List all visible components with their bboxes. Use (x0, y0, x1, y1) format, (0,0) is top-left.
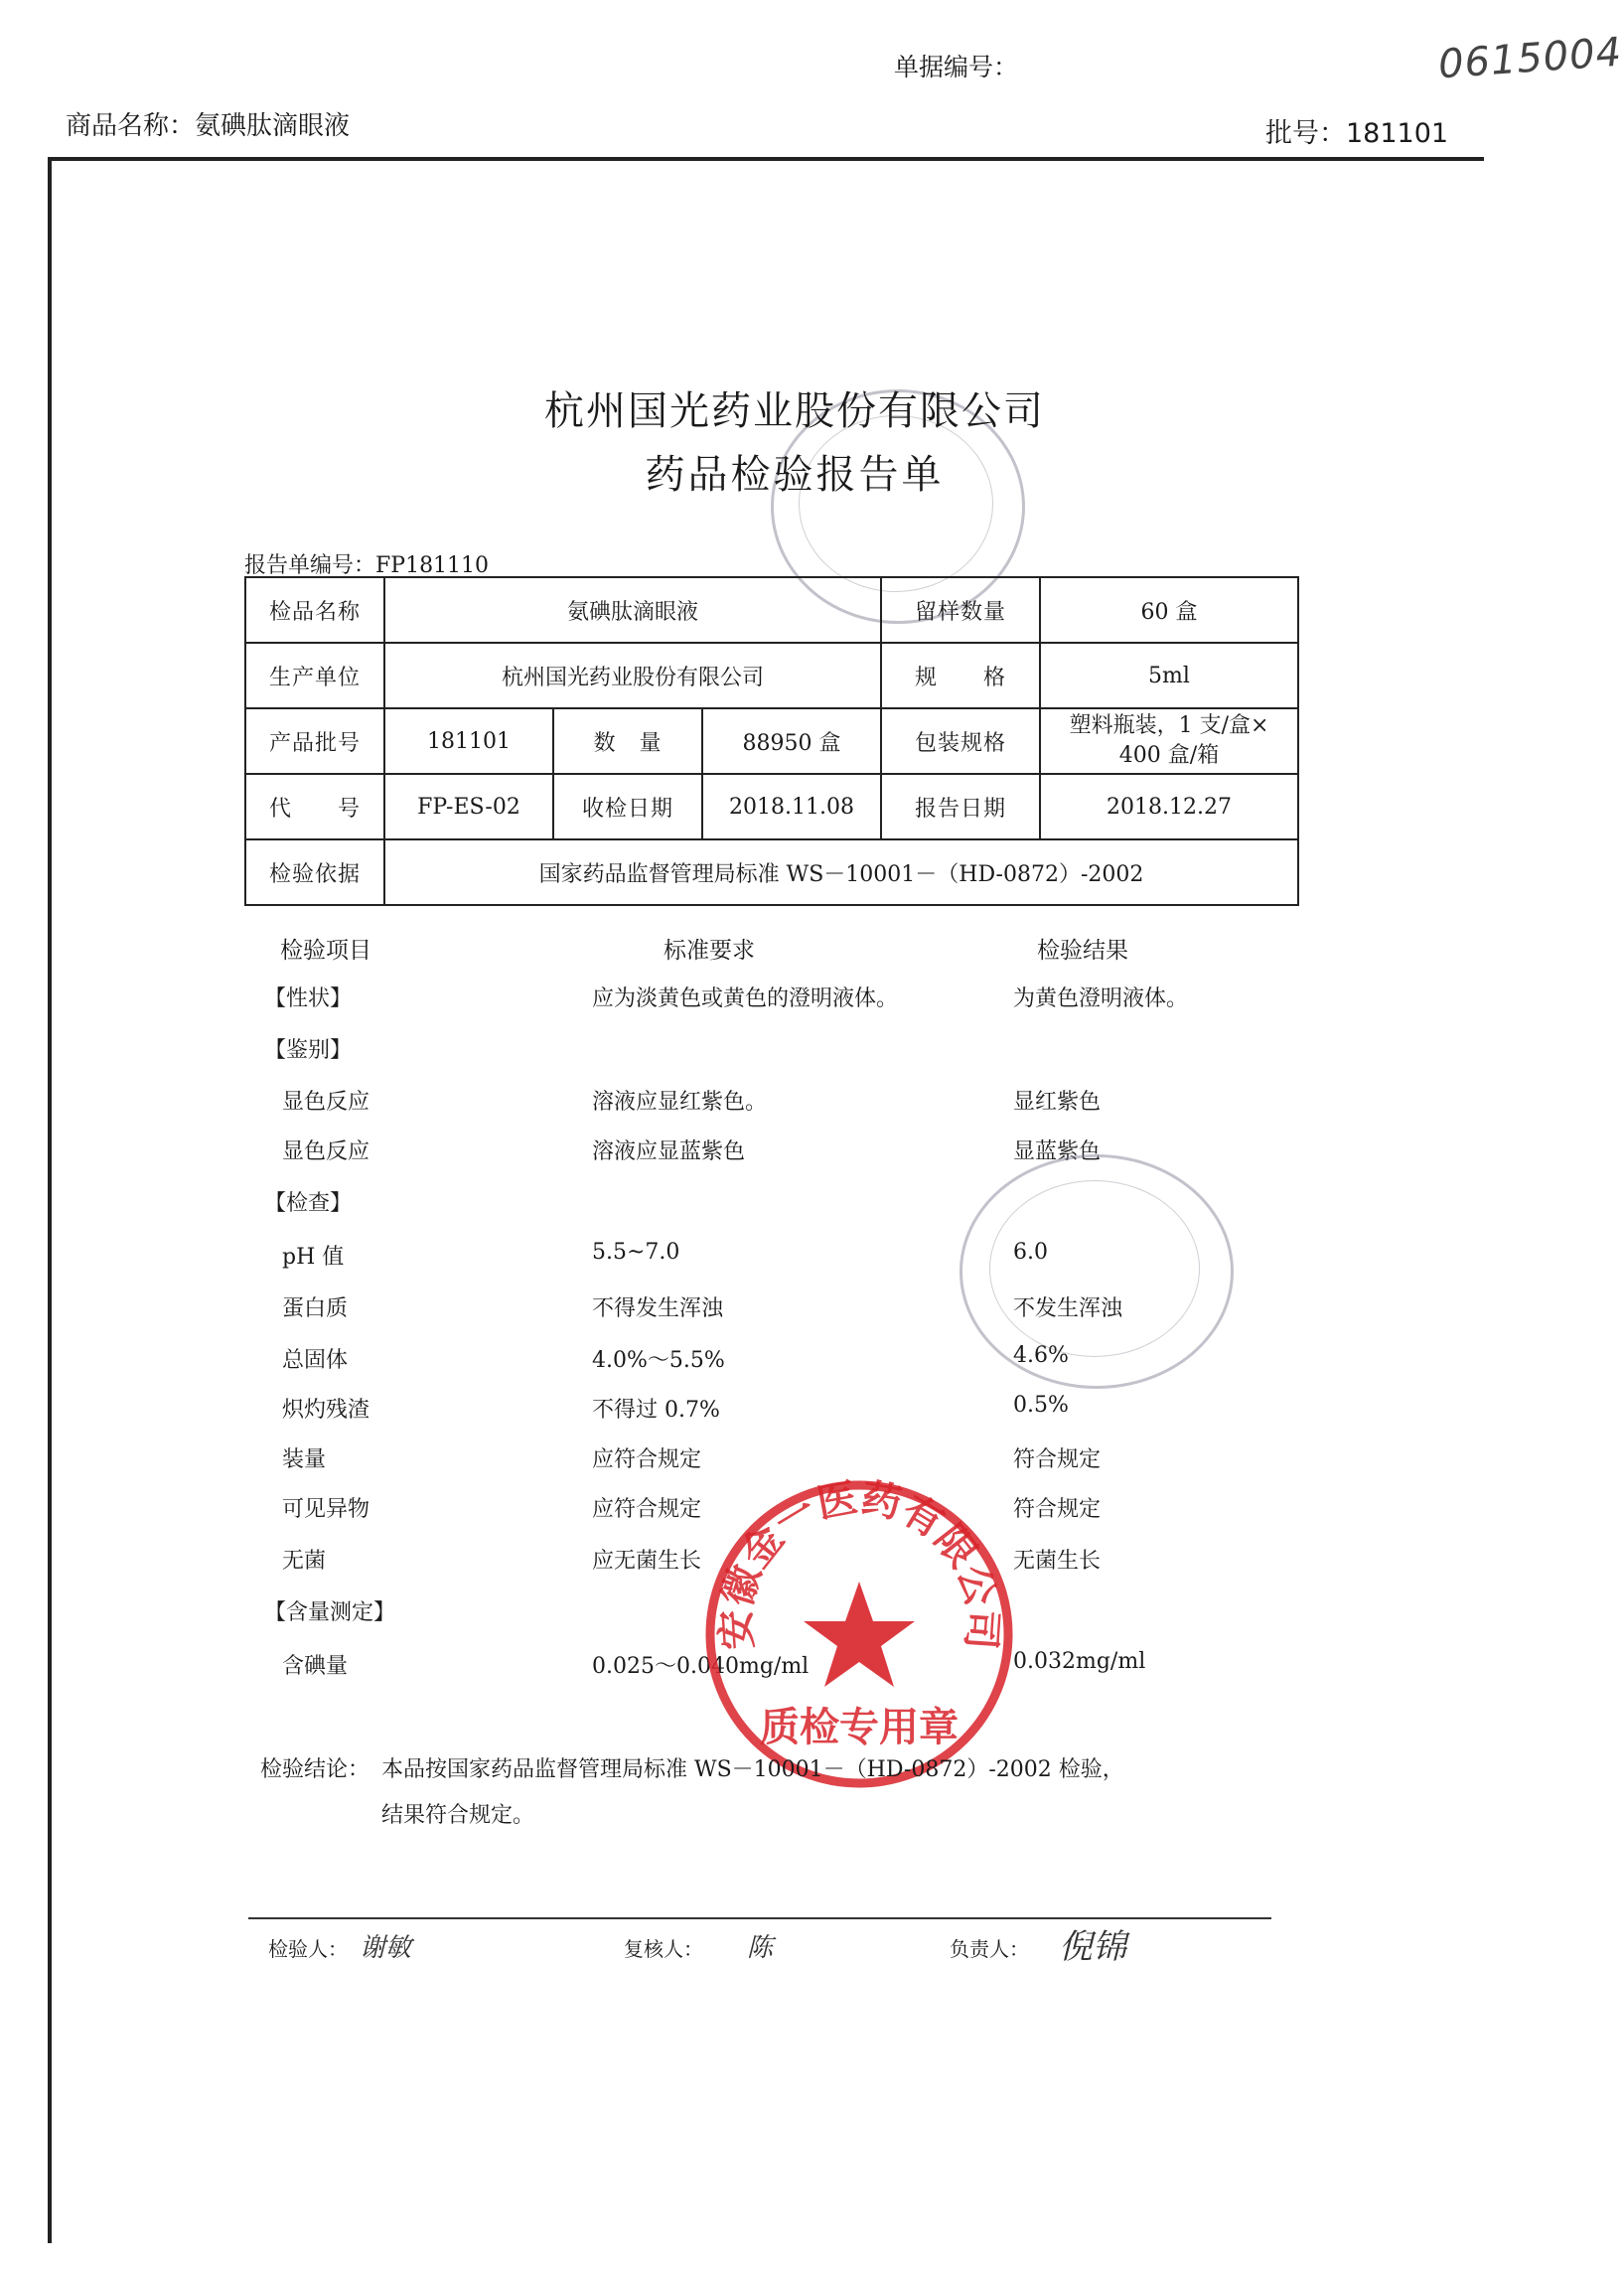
sample-name-value: 氨碘肽滴眼液 (384, 577, 881, 643)
supervisor-signature: 倪锦 (1059, 1927, 1126, 1967)
column-result-header: 检验结果 (1037, 938, 1128, 964)
result-row (0, 1033, 1589, 1067)
result-standard: 4.0%～5.5% (592, 1348, 725, 1373)
result-standard: 5.5~7.0 (592, 1240, 680, 1265)
result-item: 含碘量 (282, 1654, 349, 1679)
result-item: 【鉴别】 (264, 1038, 353, 1063)
packaging-line-2: 400 盒/箱 (1118, 743, 1220, 768)
result-value: 4.6% (1013, 1343, 1069, 1368)
result-row (0, 1393, 1589, 1427)
handwritten-code: 0615004 (1436, 29, 1624, 88)
result-item: 炽灼残渣 (282, 1398, 370, 1423)
red-stamp-text: 安徽金一医药有限公司 (712, 1475, 1006, 1651)
result-standard: 应无菌生长 (592, 1549, 702, 1574)
basis-label: 检验依据 (245, 839, 384, 905)
sample-name-label: 检品名称 (245, 577, 384, 643)
results-header (0, 932, 1589, 962)
gray-stamp-top-inner (799, 415, 993, 592)
code-label: 代 号 (245, 774, 384, 839)
result-standard: 溶液应显红紫色。 (592, 1090, 768, 1115)
receive-date-value: 2018.11.08 (702, 774, 881, 839)
result-standard: 应为淡黄色或黄色的澄明液体。 (592, 986, 899, 1011)
result-standard: 0.025～0.040mg/ml (592, 1654, 810, 1679)
report-date-label: 报告日期 (881, 774, 1040, 839)
result-item: 【检查】 (264, 1191, 353, 1216)
receive-date-label: 收检日期 (553, 774, 702, 839)
report-date-value: 2018.12.27 (1040, 774, 1298, 839)
table-row (245, 708, 1298, 774)
company-title: 杭州国光药业股份有限公司 (544, 388, 1045, 434)
batch-number-line: 批号：181101 (1265, 118, 1449, 149)
column-item-header: 检验项目 (280, 938, 371, 964)
table-row (245, 643, 1298, 708)
report-title: 药品检验报告单 (645, 452, 945, 498)
document-number-label: 单据编号： (894, 53, 1019, 81)
result-value: 0.032mg/ml (1013, 1649, 1146, 1674)
result-row (0, 1186, 1589, 1220)
result-item: 【含量测定】 (264, 1600, 396, 1625)
reviewer-label: 复核人： (624, 1937, 703, 1961)
conclusion-label: 检验结论： (260, 1757, 370, 1782)
retained-qty-value: 60 盒 (1040, 577, 1298, 643)
quantity-label: 数 量 (553, 708, 702, 774)
result-value: 不发生浑浊 (1013, 1296, 1123, 1321)
result-row (0, 1134, 1589, 1168)
result-item: pH 值 (282, 1245, 345, 1270)
reviewer-signature: 陈 (747, 1933, 774, 1963)
red-quality-stamp (695, 1470, 1023, 1798)
manufacturer-value: 杭州国光药业股份有限公司 (384, 643, 881, 708)
packaging-value (1040, 708, 1298, 774)
page-frame-top (52, 157, 1484, 161)
result-item: 无菌 (282, 1549, 327, 1574)
result-item: 显色反应 (282, 1139, 370, 1164)
result-value: 无菌生长 (1013, 1549, 1102, 1574)
result-item: 【性状】 (264, 986, 353, 1011)
inspector-signature: 谢敏 (360, 1933, 412, 1963)
result-item: 装量 (282, 1447, 327, 1472)
result-standard: 应符合规定 (592, 1497, 702, 1522)
result-standard: 溶液应显蓝紫色 (592, 1139, 746, 1164)
table-row (245, 774, 1298, 839)
manufacturer-label: 生产单位 (245, 643, 384, 708)
result-row (0, 1343, 1589, 1377)
result-item: 总固体 (282, 1348, 349, 1373)
result-value: 显红紫色 (1013, 1090, 1102, 1115)
result-row (0, 1291, 1589, 1325)
product-name-line: 商品名称：氨碘肽滴眼液 (66, 111, 351, 141)
spec-label: 规 格 (881, 643, 1040, 708)
result-row (0, 1240, 1589, 1274)
column-standard-header: 标准要求 (664, 938, 755, 964)
retained-qty-label: 留样数量 (881, 577, 1040, 643)
result-value: 符合规定 (1013, 1447, 1102, 1472)
table-row (245, 577, 1298, 643)
result-value: 显蓝紫色 (1013, 1139, 1102, 1164)
result-value: 0.5% (1013, 1393, 1069, 1418)
result-item: 蛋白质 (282, 1296, 349, 1321)
supervisor-label: 负责人： (950, 1937, 1029, 1961)
batch-label: 产品批号 (245, 708, 384, 774)
code-value: FP-ES-02 (384, 774, 553, 839)
result-row (0, 982, 1589, 1015)
quantity-value: 88950 盒 (702, 708, 881, 774)
result-row (0, 1085, 1589, 1119)
packaging-label: 包装规格 (881, 708, 1040, 774)
result-value: 为黄色澄明液体。 (1013, 986, 1189, 1011)
result-value: 6.0 (1013, 1240, 1048, 1265)
report-number: 报告单编号：FP181110 (244, 553, 490, 578)
inspector-label: 检验人： (268, 1937, 348, 1961)
result-item: 可见异物 (282, 1497, 370, 1522)
result-standard: 应符合规定 (592, 1447, 702, 1472)
result-item: 显色反应 (282, 1090, 370, 1115)
info-table (244, 576, 1299, 906)
conclusion-line-2: 结果符合规定。 (381, 1803, 535, 1828)
spec-value: 5ml (1040, 643, 1298, 708)
conclusion-line-1: 本品按国家药品监督管理局标准 WS－10001－（HD-0872）-2002 检验， (381, 1757, 1124, 1782)
batch-value: 181101 (384, 708, 553, 774)
red-stamp-subtext: 质检专用章 (760, 1705, 959, 1750)
red-star-icon (804, 1582, 915, 1687)
result-standard: 不得发生浑浊 (592, 1296, 724, 1321)
packaging-line-1: 塑料瓶装，1 支/盒× (1069, 713, 1269, 738)
basis-value: 国家药品监督管理局标准 WS－10001－（HD-0872）-2002 (384, 839, 1298, 905)
table-row (245, 839, 1298, 905)
result-value: 符合规定 (1013, 1497, 1102, 1522)
result-standard: 不得过 0.7% (592, 1398, 720, 1423)
gray-stamp-middle-inner (989, 1180, 1200, 1357)
